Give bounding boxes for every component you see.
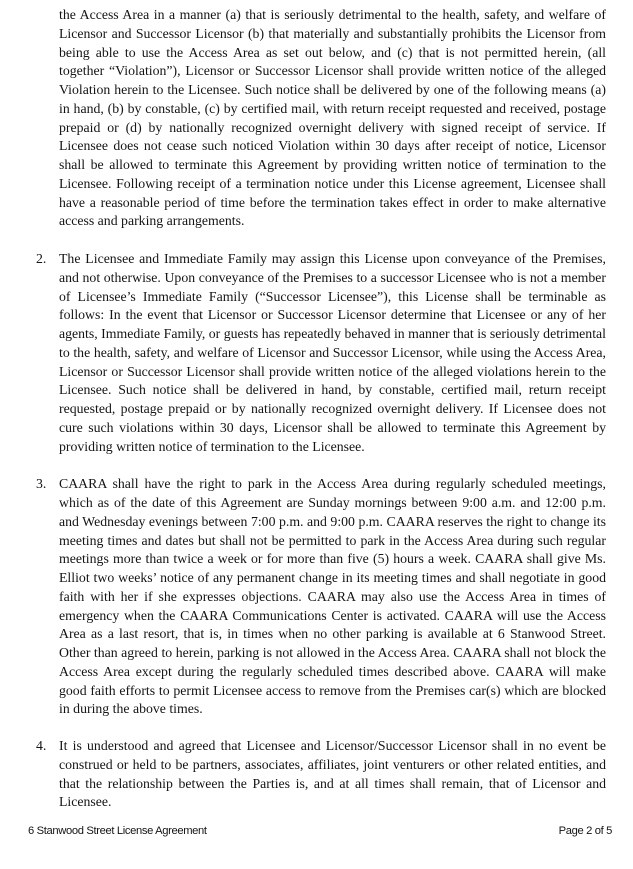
paragraph-text: The Licensee and Immediate Family may assign this License upon conveyance of the Premises, and not otherwise. Upon conveyance of the Premises to a successor Licensee who is not a member of Licensee’s Immediate Family (“Successor Licensee”), this License shall be terminable as follows: In the event that Licensor or Successor Licensor determine that Licensee or any of her agents, Immediate Family, or guests has repeatedly behaved in manner that is seriously detrimental to the health, safety, and welfare of Licensor and Successor Licensor, while using the Access Area, Licensor or Successor Licensor shall provide written notice of the alleged violations herein to the Licensee. Such notice shall be delivered in hand, by constable, certified mail, return receipt requested, postage prepaid or by nationally recognized overnight delivery. If Licensee does not cure such violations within 30 days, Licensor shall be allowed to terminate this Agreement by providing written notice of termination to the Licensee. xyxy=(59,251,606,454)
numbered-paragraph-3 xyxy=(36,475,606,719)
paragraph-text: It is understood and agreed that Licensee and Licensor/Successor Licensor shall in no event be construed or held to be partners, associates, affiliates, joint venturers or other related entities, and that the relationship between the Parties is, and at all times shall remain, that of Licensor and Licensee. xyxy=(59,738,606,810)
numbered-paragraph-4 xyxy=(36,737,606,812)
footer-page-number: Page 2 of 5 xyxy=(558,825,612,837)
paragraph-text: CAARA shall have the right to park in the Access Area during regularly scheduled meetings, which as of the date of this Agreement are Sunday mornings between 9:00 a.m. and 12:00 p.m. and Wednesday evenings between 7:00 p.m. and 9:00 p.m. CAARA reserves the right to change its meeting times and dates but shall not be permitted to park in the Access Area during such regular meetings more than twice a week or for more than five (5) hours a week. CAARA shall give Ms. Elliot two weeks’ notice of any permanent change in its meeting times and shall negotiate in good faith with her if she expresses objections. CAARA may also use the Access Area in times of emergency when the CAARA Communications Center is activated. CAARA will use the Access Area as a last resort, that is, in times when no other parking is available at 6 Stanwood Street. Other than agreed to herein, parking is not allowed in the Access Area. CAARA shall not block the Access Area except during the regularly scheduled times described above. CAARA will make good faith efforts to permit Licensee access to remove from the Premises car(s) which are blocked in during the above times. xyxy=(59,476,606,717)
paragraph-number: 2. xyxy=(36,251,47,266)
paragraph-number: 4. xyxy=(36,738,47,753)
footer-document-title: 6 Stanwood Street License Agreement xyxy=(28,825,207,837)
numbered-paragraph-2 xyxy=(36,250,606,456)
paragraph-number: 3. xyxy=(36,476,47,492)
continued-paragraph: the Access Area in a manner (a) that is seriously detrimental to the health, safety, and welfare of Licensor and Successor Licensor (b) that materially and substantially prohibits the Licensor from being able to use the Access Area as set out below, and (c) that is not permitted herein, (all together “Violation”), Licensor or Successor Licensor shall provide written notice of the alleged Violation herein to the Licensee. Such notice shall be delivered by one of the following means (a) in hand, (b) by constable, (c) by certified mail, with return receipt requested and received, postage prepaid or (d) by nationally recognized overnight delivery with signed receipt of service. If Licensee does not cease such noticed Violation within 30 days after receipt of notice, Licensor shall be allowed to terminate this Agreement by providing written notice of termination to the Licensee. Following receipt of a termination notice under this License agreement, Licensee shall have a reasonable period of time before the termination takes effect in order to make alternative access and parking arrangements. xyxy=(59,7,606,229)
